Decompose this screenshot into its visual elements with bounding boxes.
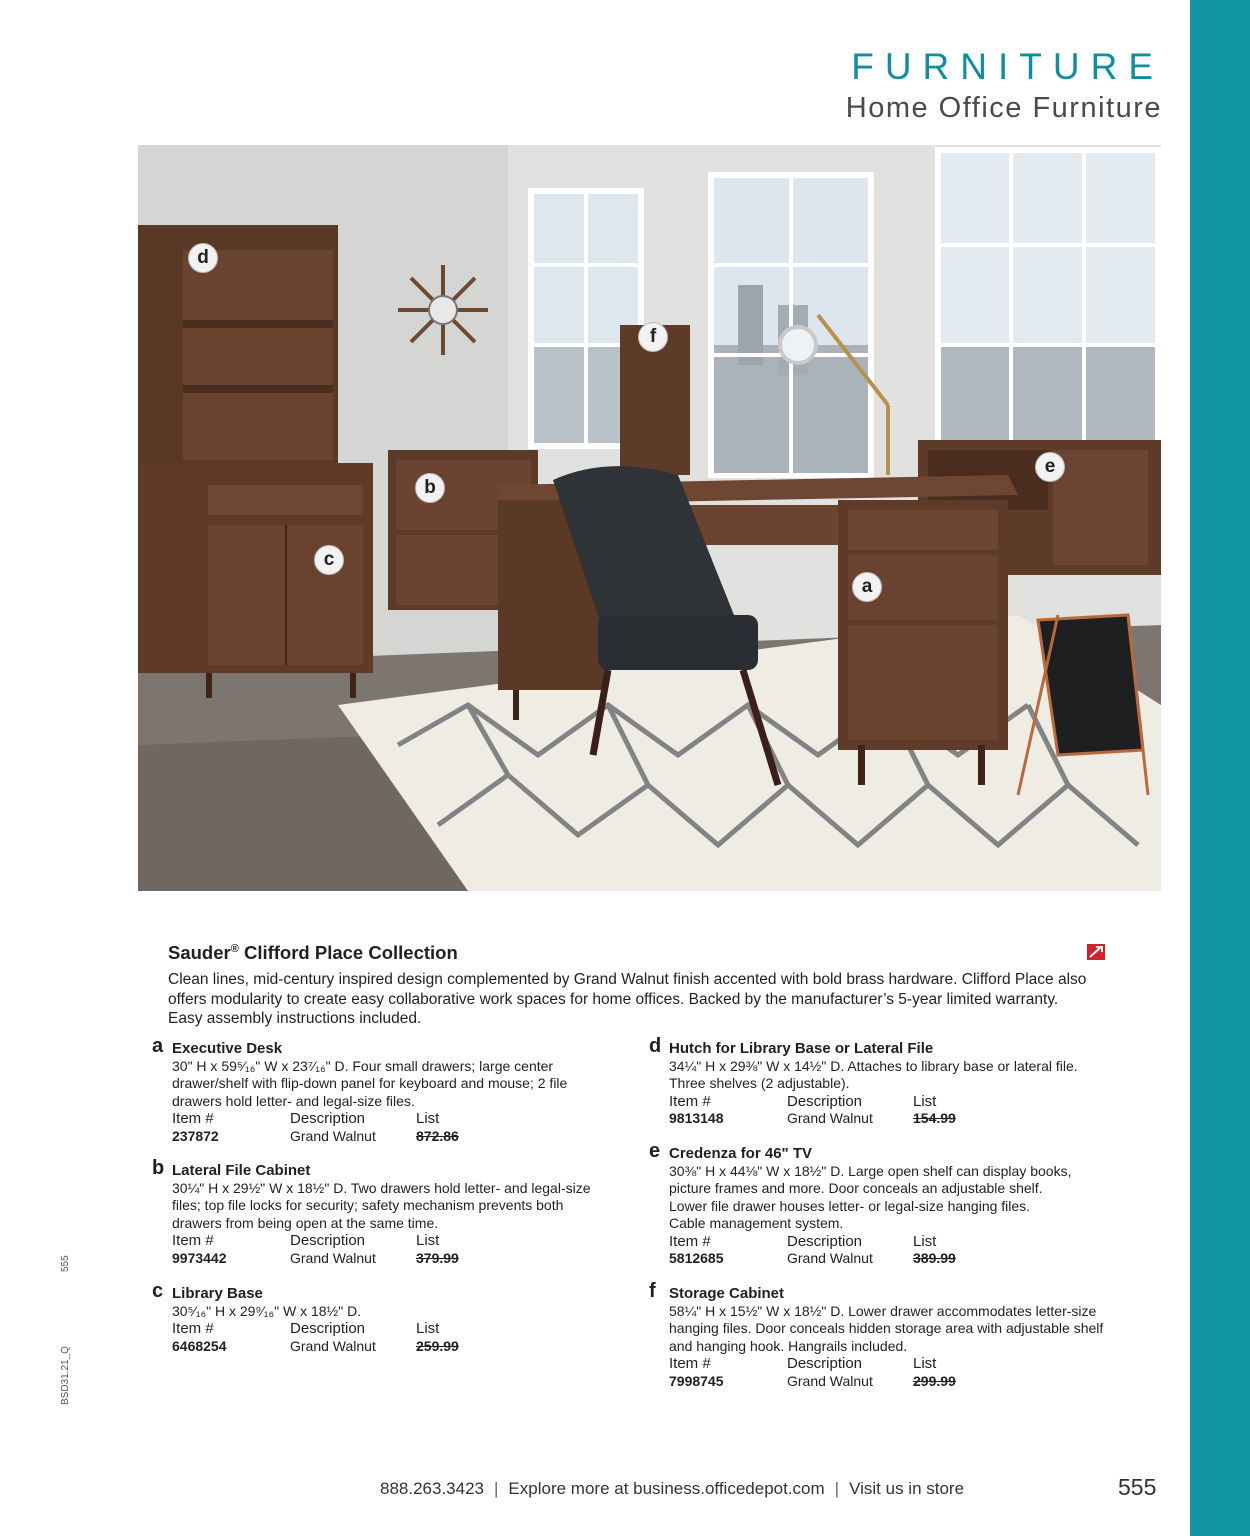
desc-line: 58¼" H x 15½" W x 18½" D. Lower drawer accommodates letter-size (669, 1302, 1097, 1319)
brand-name: Sauder (168, 942, 231, 963)
desc-line: 30¼" H x 29½" W x 18½" D. Two drawers hold letter- and legal-size (172, 1179, 591, 1196)
category-title: FURNITURE (851, 46, 1164, 87)
page-number: 555 (1118, 1474, 1157, 1500)
product-photo (138, 145, 1161, 891)
desc-line: Three shelves (2 adjustable). (669, 1075, 850, 1091)
item-header: Item # (172, 1110, 214, 1127)
item-color: Grand Walnut (290, 1249, 376, 1266)
price-table (172, 1110, 612, 1145)
footer-separator: | (834, 1479, 840, 1498)
item-number: 6468254 (172, 1337, 227, 1354)
product-storage-cabinet (649, 1280, 1139, 1390)
list-price: 259.99 (416, 1337, 459, 1354)
product-letter: b (152, 1157, 165, 1179)
desc-line: picture frames and more. Door conceals an adjustable shelf. (669, 1180, 1043, 1196)
subcategory-title: Home Office Furniture (845, 92, 1162, 124)
item-header: Item # (669, 1355, 711, 1372)
collection-name: Clifford Place Collection (243, 942, 458, 963)
item-header: Item # (669, 1232, 711, 1250)
product-name: Storage Cabinet (669, 1285, 785, 1302)
footer-phone[interactable]: 888.263.3423 (380, 1479, 484, 1498)
desc-line: Lower file drawer houses letter- or legal-size hanging files. (669, 1197, 1031, 1214)
window-right (938, 150, 1158, 450)
item-number: 9973442 (172, 1249, 227, 1266)
product-letter: a (152, 1035, 164, 1057)
callout-c: c (314, 545, 344, 575)
product-name: Executive Desk (172, 1040, 283, 1057)
item-number: 7998745 (669, 1372, 724, 1389)
footer (380, 1479, 964, 1499)
item-number: 5812685 (669, 1250, 724, 1266)
hutch-and-library-base (138, 225, 373, 698)
price-table (172, 1232, 612, 1267)
description-header: Description (787, 1232, 863, 1250)
product-name: Hutch for Library Base or Lateral File (669, 1040, 934, 1057)
product-name: Library Base (172, 1285, 263, 1302)
collection-intro (168, 970, 1128, 1029)
desc-line: and hanging hook. Hangrails included. (669, 1337, 908, 1354)
list-header: List (416, 1320, 440, 1337)
product-executive-desk (152, 1035, 612, 1145)
desc-line: drawers from being open at the same time. (172, 1214, 439, 1231)
intro-line: offers modularity to create easy collaborative work spaces for home offices. Backed by the manufacturer’s 5-year limited warranty. (168, 990, 1059, 1008)
description-header: Description (290, 1320, 366, 1337)
desc-line: files; top file locks for security; safety mechanism prevents both (172, 1197, 564, 1213)
footer-explore-link[interactable]: Explore more at business.officedepot.com (508, 1479, 825, 1498)
margin-catalog-code: BSD31.21_Q (60, 1346, 71, 1405)
desc-line: hanging files. Door conceals hidden storage area with adjustable shelf (669, 1320, 1104, 1336)
room-scene-illustration (138, 145, 1161, 891)
product-letter: f (649, 1280, 656, 1302)
callout-a: a (852, 572, 882, 602)
margin-page-number: 555 (60, 1255, 71, 1272)
description-header: Description (787, 1355, 863, 1372)
wall-clock (398, 265, 488, 355)
intro-line: Clean lines, mid-century inspired design complemented by Grand Walnut finish accented with bold brass hardware. Clifford Place also (168, 971, 1087, 988)
product-library-base (152, 1280, 612, 1355)
desc-line: drawers hold letter- and legal-size files. (172, 1092, 415, 1109)
list-header: List (913, 1232, 937, 1250)
list-price: 299.99 (913, 1372, 956, 1389)
desc-line: 30" H x 59⁵⁄₁₆" W x 23⁷⁄₁₆" D. Four small drawers; large center (172, 1057, 554, 1074)
registered-mark: ® (230, 942, 239, 955)
footer-store: Visit us in store (849, 1479, 965, 1498)
product-name: Credenza for 46" TV (669, 1145, 812, 1162)
callout-e: e (1035, 452, 1065, 482)
callout-f: f (638, 322, 668, 352)
product-description (669, 1163, 1139, 1233)
item-color: Grand Walnut (290, 1337, 376, 1354)
intro-line: Easy assembly instructions included. (168, 1010, 422, 1027)
item-number: 237872 (172, 1127, 219, 1144)
description-header: Description (787, 1092, 863, 1110)
list-price: 379.99 (416, 1249, 459, 1266)
product-letter: e (649, 1140, 661, 1162)
product-letter: d (649, 1035, 662, 1057)
item-color: Grand Walnut (290, 1127, 376, 1144)
price-table (172, 1320, 612, 1355)
item-header: Item # (669, 1092, 711, 1110)
product-description (172, 1180, 612, 1233)
product-hutch (649, 1035, 1139, 1128)
desc-line: 34¼" H x 29⅜" W x 14½" D. Attaches to library base or lateral file. (669, 1057, 1078, 1074)
product-credenza (649, 1140, 1139, 1268)
item-header: Item # (172, 1320, 214, 1337)
price-table (669, 1355, 1139, 1390)
item-color: Grand Walnut (787, 1110, 873, 1126)
product-name: Lateral File Cabinet (172, 1162, 311, 1179)
description-header: Description (290, 1232, 366, 1249)
list-price: 154.99 (913, 1110, 956, 1126)
callout-b: b (415, 473, 445, 503)
product-description (669, 1303, 1139, 1356)
product-description (172, 1058, 612, 1111)
list-header: List (416, 1232, 440, 1249)
description-header: Description (290, 1110, 366, 1127)
item-color: Grand Walnut (787, 1250, 873, 1266)
desc-line: drawer/shelf with flip-down panel for keyboard and mouse; 2 file (172, 1075, 568, 1091)
price-table (669, 1233, 1139, 1268)
footer-separator: | (494, 1479, 499, 1498)
list-price: 872.86 (416, 1127, 459, 1144)
window-middle (711, 175, 871, 475)
brand-logo-icon (1087, 944, 1105, 960)
teal-side-bar (1190, 0, 1250, 1536)
product-letter: c (152, 1280, 164, 1302)
desc-line: 30⁵⁄₁₆" H x 29⁹⁄₁₆" W x 18½" D. (172, 1302, 362, 1319)
list-header: List (913, 1092, 937, 1110)
price-table (669, 1093, 1139, 1128)
list-price: 389.99 (913, 1250, 956, 1266)
callout-d: d (188, 243, 218, 273)
collection-title (168, 942, 458, 964)
product-description (172, 1303, 612, 1321)
list-header: List (416, 1110, 440, 1127)
desc-line: Cable management system. (669, 1215, 844, 1231)
item-color: Grand Walnut (787, 1372, 873, 1389)
product-lateral-file-cabinet (152, 1157, 612, 1267)
desc-line: 30⅜" H x 44⅛" W x 18½" D. Large open shelf can display books, (669, 1162, 1072, 1179)
list-header: List (913, 1355, 937, 1372)
product-description (669, 1058, 1139, 1093)
item-header: Item # (172, 1232, 214, 1249)
item-number: 9813148 (669, 1110, 724, 1126)
